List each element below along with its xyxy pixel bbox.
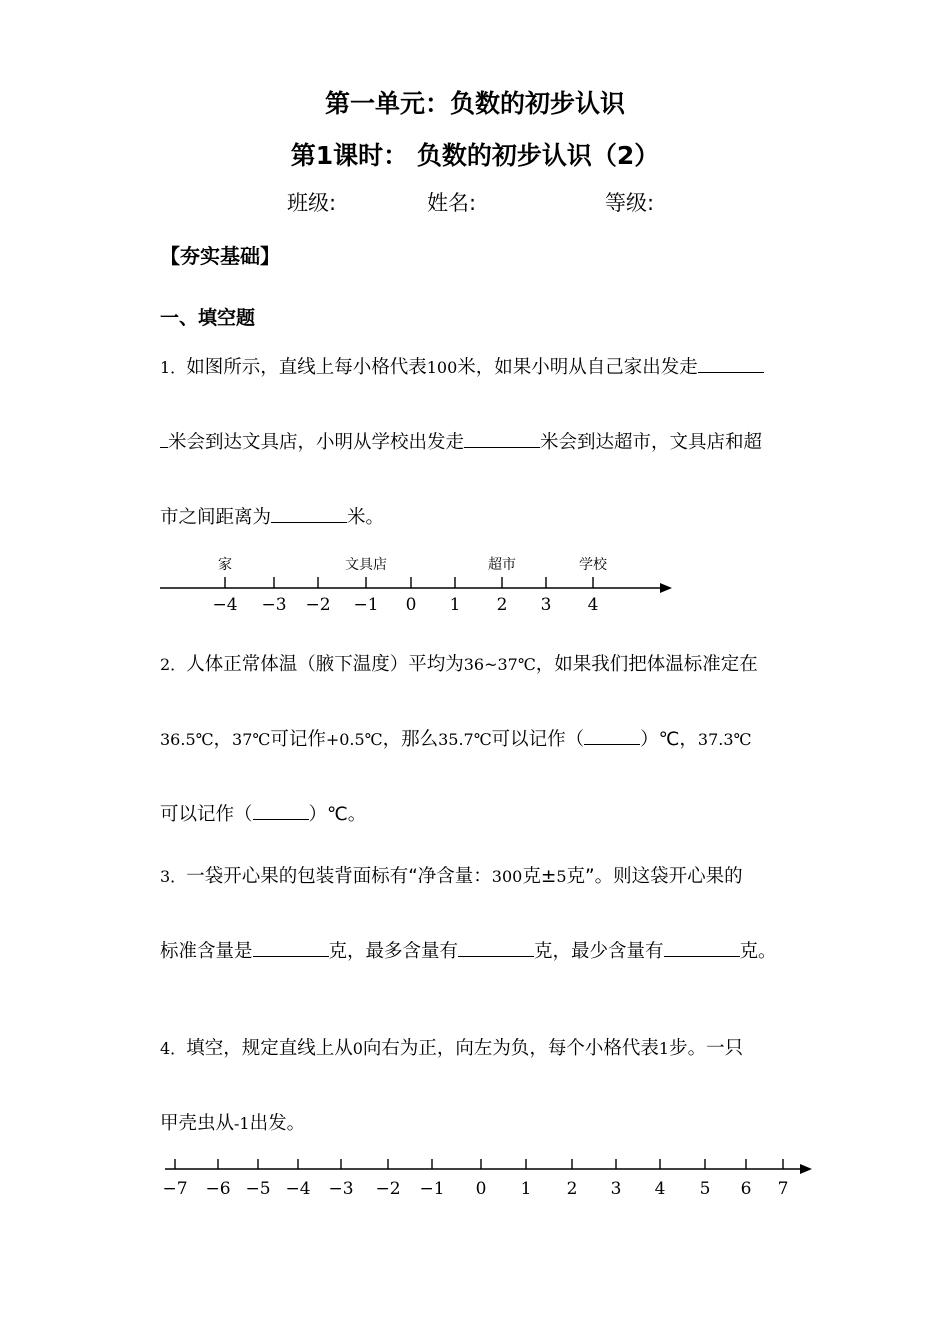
q4-tick-label: 4 — [654, 1179, 666, 1199]
q1-tick-label: 0 — [405, 595, 417, 615]
q1-tick-label: 1 — [449, 595, 461, 615]
q3-blank-1[interactable] — [253, 938, 329, 957]
q3-blank-2[interactable] — [458, 938, 534, 957]
q1-tick-label: 3 — [540, 595, 552, 615]
q1-line1: 1．如图所示，直线上每小格代表100米，如果小明从自己家出发走 — [160, 353, 764, 379]
lesson-title: 第1课时： 负数的初步认识（2） — [290, 141, 660, 170]
q1-tick-label: −4 — [212, 595, 238, 615]
q3-number: 3． — [160, 867, 187, 886]
unit-title: 第一单元：负数的初步认识 — [324, 89, 625, 118]
q1-place-label: 家 — [218, 557, 232, 573]
q1-place-label: 超市 — [488, 557, 516, 573]
q4-tick-label: 3 — [610, 1179, 622, 1199]
q1-blank-3[interactable] — [271, 504, 347, 523]
q1-tick-label: 2 — [496, 595, 508, 615]
q4-tick-label: −1 — [419, 1179, 445, 1199]
q4-tick-label: −3 — [328, 1179, 354, 1199]
grade-label: 等级: — [605, 191, 655, 215]
q1-number: 1． — [160, 358, 187, 377]
q2-blank-1[interactable] — [584, 726, 640, 745]
q4-number: 4． — [160, 1039, 187, 1058]
part-label: 一、填空题 — [160, 307, 256, 329]
q4-tick-label: 6 — [740, 1179, 752, 1199]
q4-tick-label: −7 — [162, 1179, 188, 1199]
q4-line2: 甲壳虫从-1出发。 — [160, 1113, 306, 1134]
q2-number: 2． — [160, 655, 187, 674]
q4-tick-label: −2 — [375, 1179, 401, 1199]
q4-arrow-icon — [800, 1164, 812, 1174]
q4-tick-label: −6 — [205, 1179, 231, 1199]
q4-tick-label: 2 — [566, 1179, 578, 1199]
q3-line1: 3．一袋开心果的包装背面标有“净含量：300克±5克”。则这袋开心果的 — [160, 866, 743, 887]
q3-blank-3[interactable] — [664, 938, 740, 957]
q3-line2: 标准含量是 克，最多含量有 克，最少含量有 克。 — [160, 937, 777, 963]
q1-arrow-icon — [660, 583, 672, 593]
q1-place-label: 学校 — [579, 557, 607, 573]
q1-blank-1-cont[interactable] — [160, 429, 168, 448]
q4-tick-label: 7 — [777, 1179, 789, 1199]
class-label: 班级: — [287, 191, 337, 215]
q2-line2: 36.5℃，37℃可记作+0.5℃，那么35.7℃可以记作（ ）℃，37.3℃ — [160, 725, 751, 751]
name-label: 姓名: — [427, 191, 477, 215]
q2-line3: 可以记作（ ）℃。 — [160, 800, 366, 826]
q1-blank-2[interactable] — [464, 429, 540, 448]
q1-line3: 市之间距离为 米。 — [160, 503, 384, 529]
q1-tick-label: −3 — [261, 595, 287, 615]
q4-tick-label: 5 — [699, 1179, 711, 1199]
q4-tick-label: 1 — [520, 1179, 532, 1199]
q2-blank-2[interactable] — [253, 801, 309, 820]
q4-tick-label: 0 — [475, 1179, 487, 1199]
q4-tick-label: −4 — [285, 1179, 311, 1199]
q1-line2: 米会到达文具店，小明从学校出发走 米会到达超市，文具店和超 — [160, 428, 762, 454]
q1-place-label: 文具店 — [345, 557, 387, 573]
q4-tick-label: −5 — [245, 1179, 271, 1199]
q1-number-line — [150, 548, 690, 620]
section-label: 【夯实基础】 — [160, 244, 280, 268]
q2-line1: 2．人体正常体温（腋下温度）平均为36~37℃，如果我们把体温标准定在 — [160, 654, 758, 675]
q1-tick-label: −1 — [353, 595, 379, 615]
q1-tick-label: 4 — [587, 595, 599, 615]
q1-tick-label: −2 — [305, 595, 331, 615]
q4-number-line — [160, 1150, 825, 1210]
q1-blank-1[interactable] — [698, 354, 764, 373]
q4-line1: 4．填空，规定直线上从0向右为正，向左为负，每个小格代表1步。一只 — [160, 1038, 744, 1059]
